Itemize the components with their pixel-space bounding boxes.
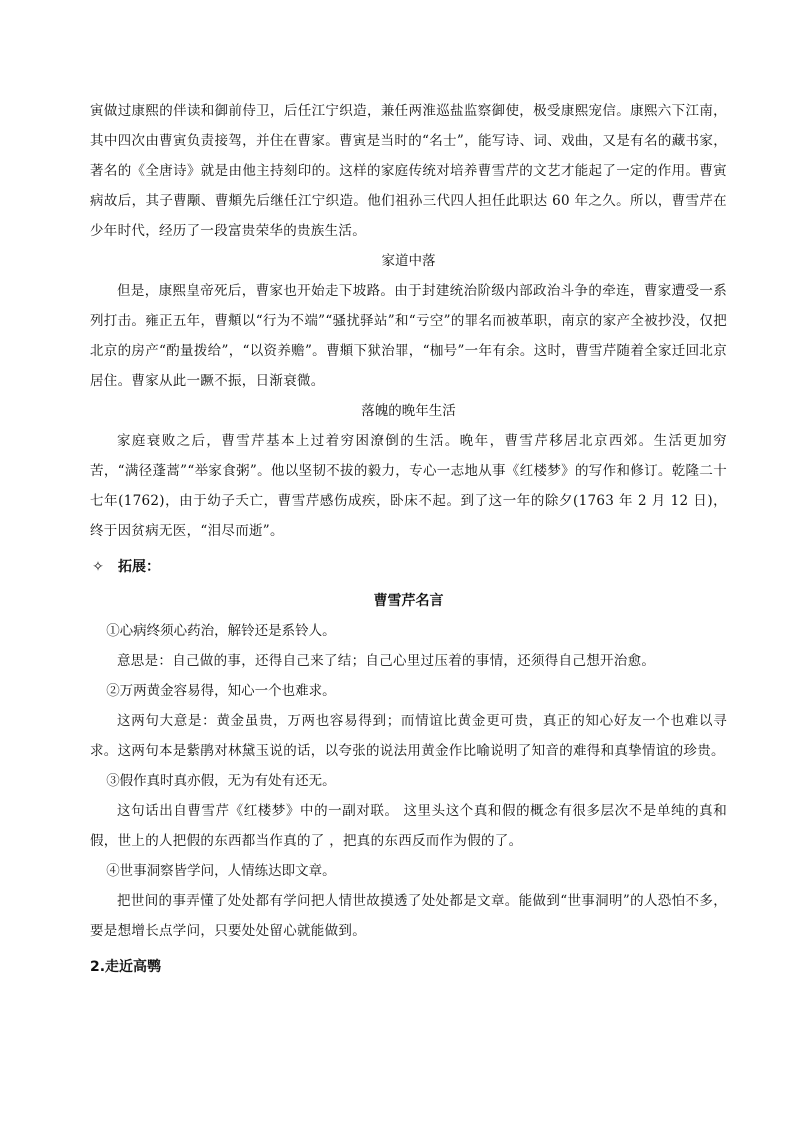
quote-1-explanation: 意思是：自己做的事，还得自己来了结；自己心里过压着的事情，还须得自己想开治愈。 (117, 653, 656, 669)
section-heading-decline: 家道中落 (381, 253, 436, 269)
quote-4-explanation: 把世间的事弄懂了处处都有学问把人情世故摸透了处处都是文章。能做到“世事洞明”的人恐怕不多，要是想增长点学问，只要处处留心就能做到。 (90, 893, 727, 939)
next-section-heading: 2.走近高鹗 (90, 959, 162, 975)
diamond-icon: ✧ (92, 559, 104, 575)
quotes-title: 曹雪芹名言 (373, 593, 444, 609)
quote-3: ③假作真时真亦假，无为有处有还无。 (106, 773, 336, 789)
quote-4: ④世事洞察皆学问，人情练达即文章。 (106, 863, 336, 879)
document-content (90, 96, 727, 986)
quote-3-explanation: 这句话出自曹雪芹《红楼梦》中的一副对联。 这里头这个真和假的概念有很多层次不是单纯的真和假，世上的人把假的东西都当作真的了 ，把真的东西反而作为假的了。 (90, 803, 727, 849)
intro-paragraph: 寅做过康熙的伴读和御前侍卫，后任江宁织造，兼任两淮巡盐监察御使，极受康熙宠信。康熙六下江南，其中四次由曹寅负责接驾，并住在曹家。曹寅是当时的“名士”，能写诗、词、戏曲，又是有名的藏书家，著名的《全唐诗》就是由他主持刻印的。这样的家庭传统对培养曹雪芹的文艺才能起了一定的作用。曹寅病故后，其子曹颙、曹頫先后继任江宁织造。他们祖孙三代四人担任此职达 60 年之久。所以，曹雪芹在少年时代，经历了一段富贵荣华的贵族生活。 (90, 103, 727, 239)
extension-heading (90, 552, 727, 582)
quote-2-explanation: 这两句大意是：黄金虽贵，万两也容易得到；而情谊比黄金更可贵，真正的知心好友一个也难以寻求。这两句本是紫鹃对林黛玉说的话，以夸张的说法用黄金作比喻说明了知音的难得和真挚情谊的珍贵。 (90, 713, 727, 759)
paragraph-decline: 但是，康熙皇帝死后，曹家也开始走下坡路。由于封建统治阶级内部政治斗争的牵连，曹家遭受一系列打击。雍正五年，曹頫以“行为不端”“骚扰驿站”和“亏空”的罪名而被革职，南京的家产全被抄没，仅把北京的房产“酌量拨给”，“以资养赡”。曹頫下狱治罪，“枷号”一年有余。这时，曹雪芹随着全家迁回北京居住。曹家从此一蹶不振，日渐衰微。 (90, 283, 727, 389)
extension-label: 拓展： (118, 559, 160, 575)
paragraph-late-life: 家庭衰败之后，曹雪芹基本上过着穷困潦倒的生活。晚年，曹雪芹移居北京西郊。生活更加穷苦，“满径蓬蒿”“举家食粥”。他以坚韧不拔的毅力，专心一志地从事《红楼梦》的写作和修订。乾隆二十七年(1762)，由于幼子夭亡，曹雪芹感伤成疾，卧床不起。到了这一年的除夕(1763 年 2 月 12 日)，终于因贫病无医，“泪尽而逝”。 (90, 433, 727, 539)
quote-1: ①心病终须心药治，解铃还是系铃人。 (106, 623, 336, 639)
quote-2: ②万两黄金容易得，知心一个也难求。 (106, 683, 336, 699)
section-heading-late-life: 落魄的晚年生活 (361, 403, 456, 419)
